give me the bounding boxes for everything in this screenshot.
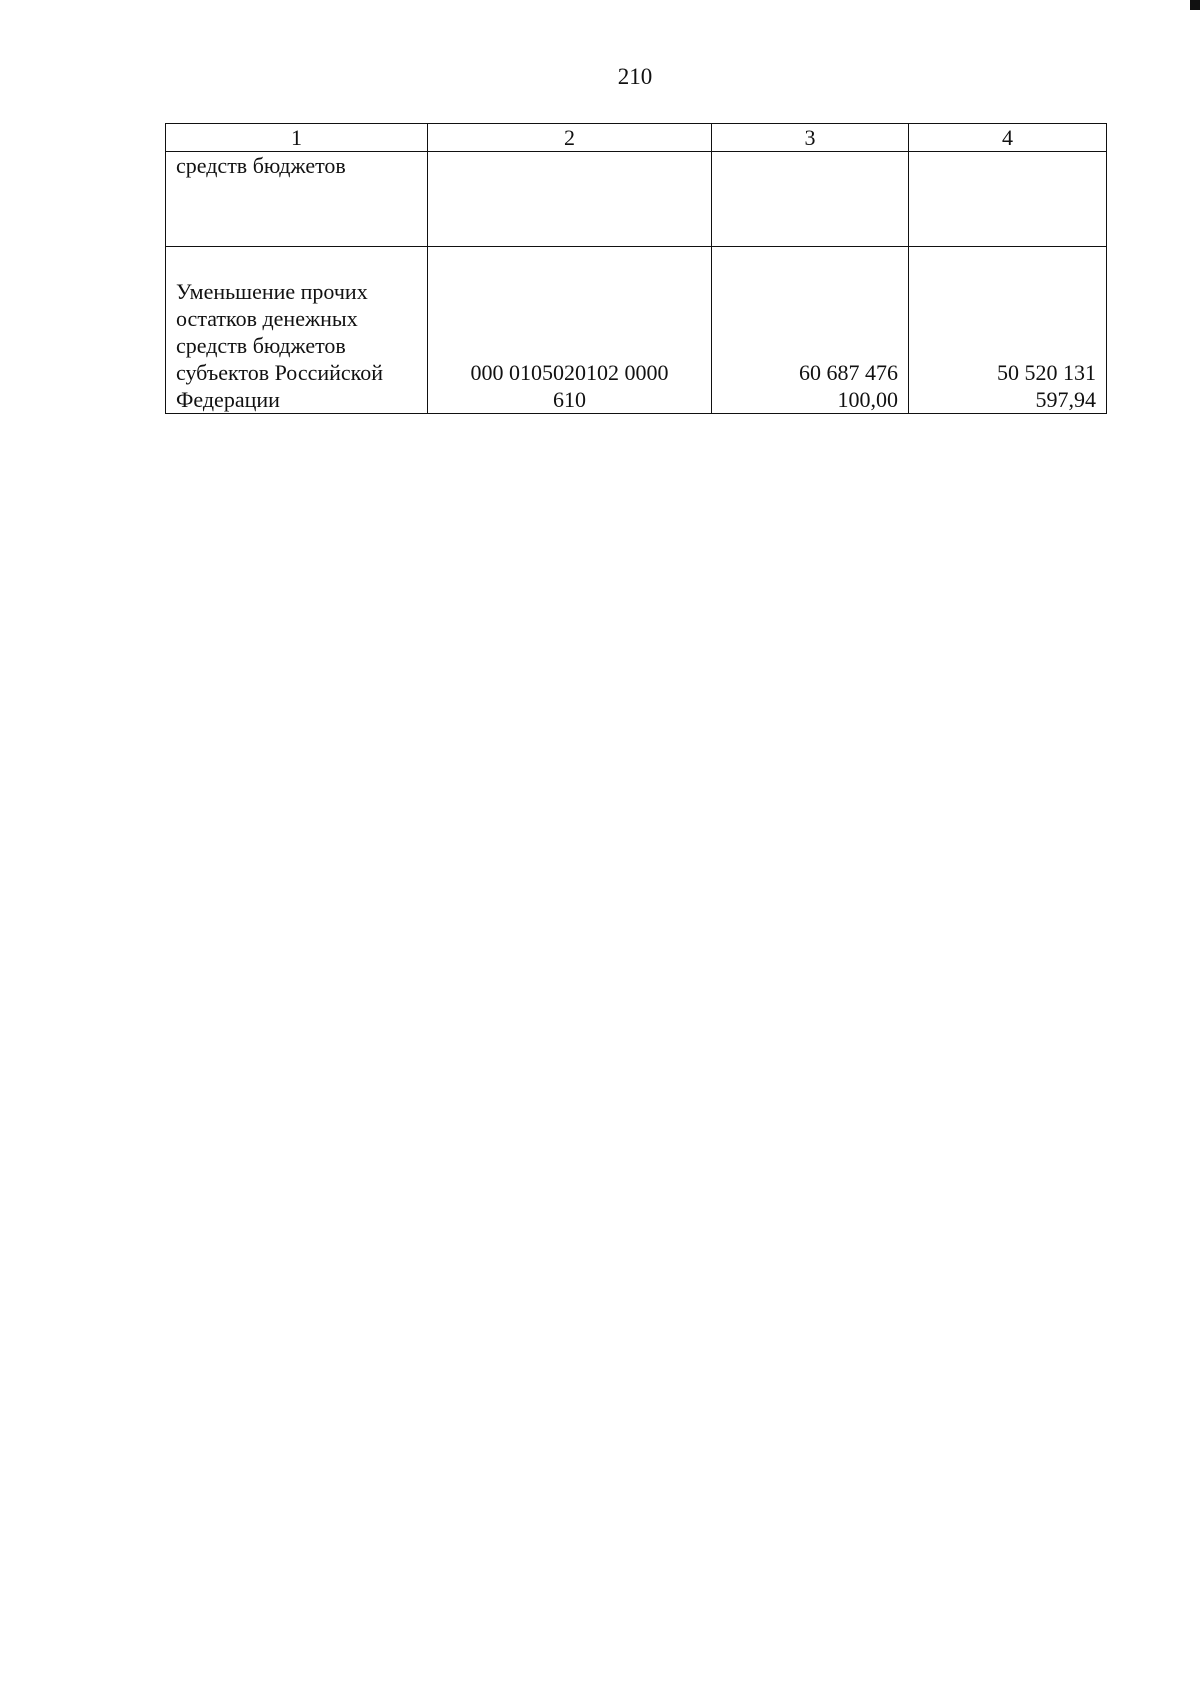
page-number: 210 [617,64,653,89]
table-row [166,152,1107,247]
row-2-col3-cell [712,247,909,414]
row-2-code-cell [428,247,712,414]
row-2-col4-line: 50 520 131 [997,360,1096,385]
row-2-col3-line: 60 687 476 [799,360,898,385]
table-row [166,247,1107,414]
row-2-name-line: субъектов Российской [176,360,384,385]
row-1-name-line: средств бюджетов [176,153,346,178]
row-2-name-line: средств бюджетов [176,333,346,358]
row-2-col4-line: 597,94 [1035,387,1096,412]
row-2-name-line: остатков денежных [176,306,358,331]
scan-corner-mark [1190,0,1200,10]
row-1-name-cell [166,152,428,247]
header-col-1: 1 [166,124,428,152]
row-2-col3-line: 100,00 [837,387,898,412]
table-header-row [166,124,1107,152]
budget-table [165,123,1107,414]
header-col-3: 3 [712,124,909,152]
header-col-4: 4 [909,124,1107,152]
row-2-code-line: 610 [553,387,586,412]
row-1-col3-cell [712,152,909,247]
row-1-code-cell [428,152,712,247]
header-col-2: 2 [428,124,712,152]
row-2-name-line: Уменьшение прочих [176,279,368,304]
row-1-col4-cell [909,152,1107,247]
row-2-name-cell [166,247,428,414]
row-2-name-line: Федерации [176,387,280,412]
row-2-col4-cell [909,247,1107,414]
row-2-code-line: 000 0105020102 0000 [470,360,669,385]
